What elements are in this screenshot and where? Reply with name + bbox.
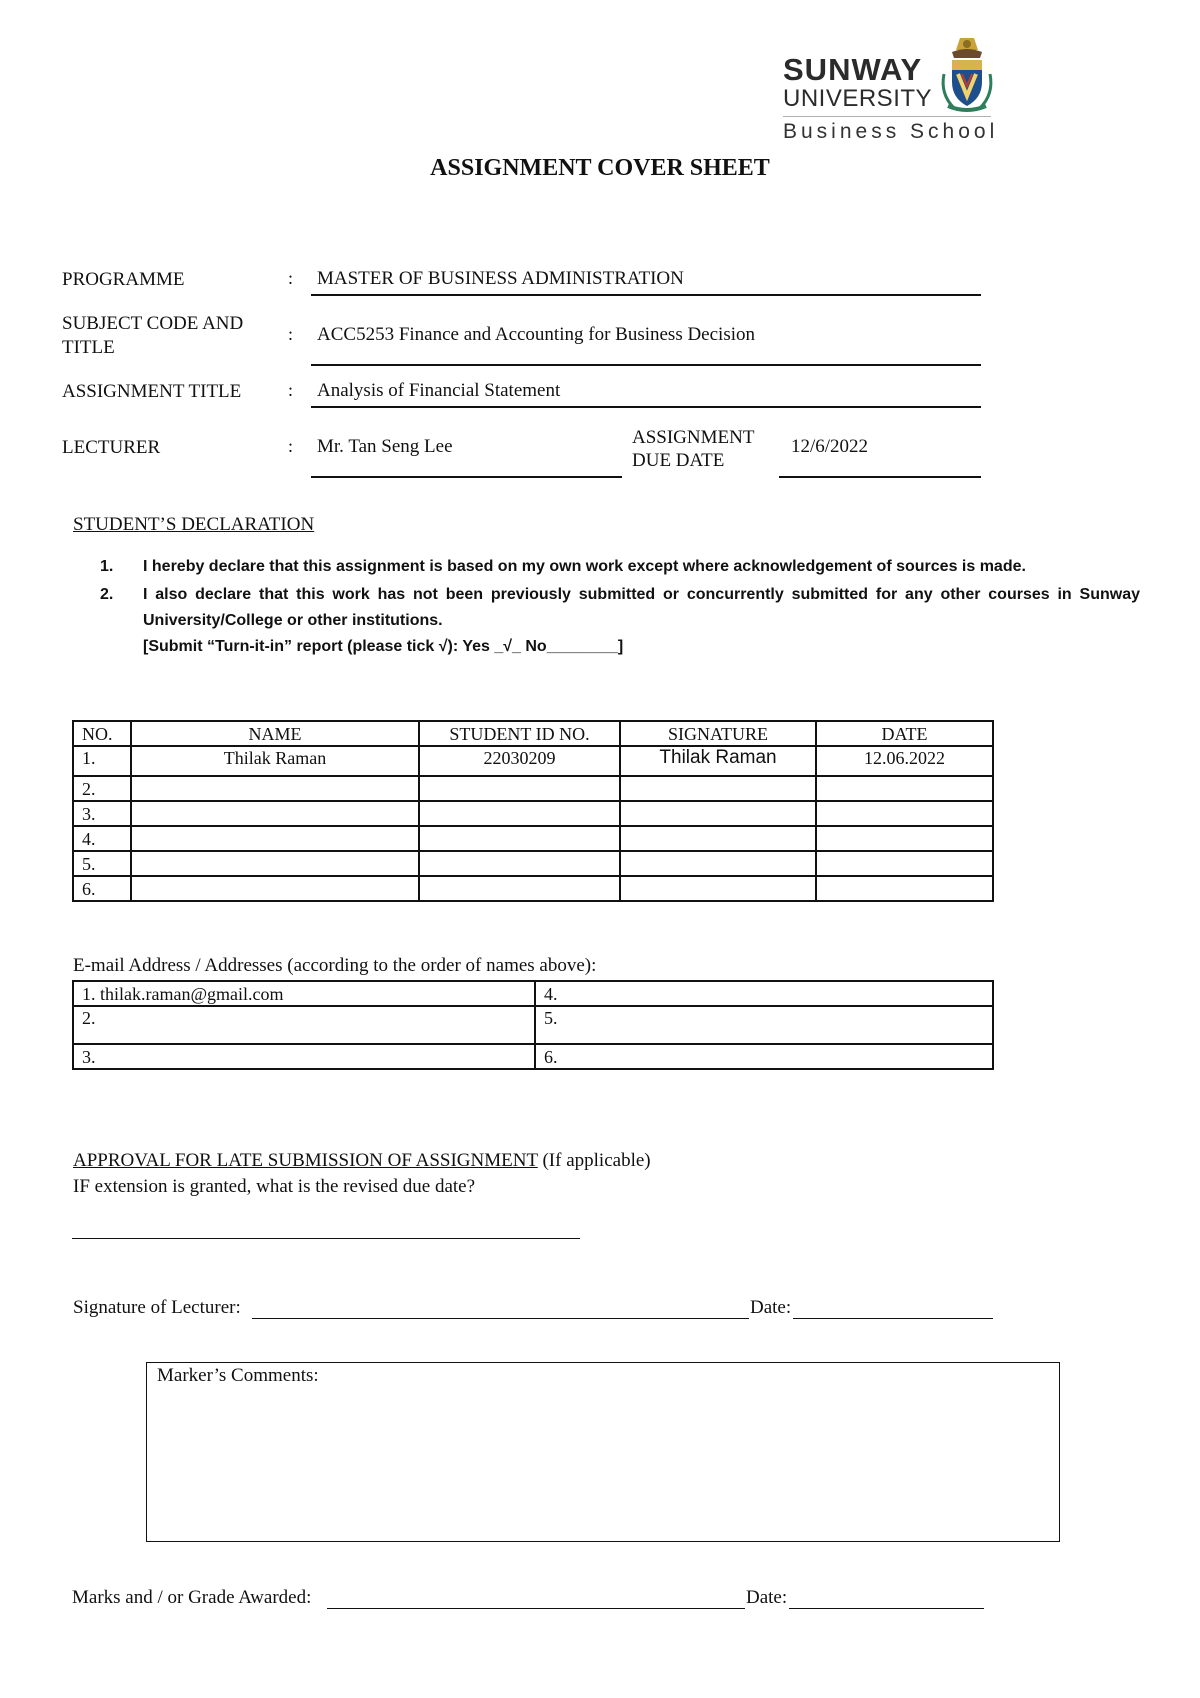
programme-underline bbox=[311, 294, 981, 296]
row-student-id bbox=[419, 801, 620, 826]
late-submission-suffix: (If applicable) bbox=[537, 1150, 651, 1171]
declaration-item-text: I also declare that this work has not been previously submitted or concurrently submitted for any other courses in Sunway University/College or other institutions. bbox=[143, 586, 1140, 629]
email-cell: 6. bbox=[535, 1044, 993, 1069]
row-date bbox=[816, 851, 993, 876]
declaration-heading: STUDENT’S DECLARATION bbox=[73, 514, 315, 535]
row-name bbox=[131, 876, 419, 901]
revised-due-date-question: IF extension is granted, what is the revised due date? bbox=[73, 1176, 476, 1197]
due-date-label-line2: DUE DATE bbox=[632, 450, 725, 471]
assignment-title-underline bbox=[311, 406, 981, 408]
programme-colon: : bbox=[288, 268, 294, 288]
row-signature bbox=[620, 776, 816, 801]
marks-label: Marks and / or Grade Awarded: bbox=[72, 1587, 312, 1608]
table-row bbox=[73, 826, 993, 851]
header-name: NAME bbox=[131, 721, 419, 746]
marks-date-line bbox=[789, 1608, 984, 1609]
row-no: 2. bbox=[73, 776, 131, 801]
assignment-title-colon: : bbox=[288, 380, 294, 400]
logo-business-school-text: Business School bbox=[783, 120, 999, 143]
row-name bbox=[131, 801, 419, 826]
logo-divider bbox=[783, 116, 991, 117]
row-name bbox=[131, 826, 419, 851]
table-row bbox=[73, 851, 993, 876]
revised-due-date-line bbox=[72, 1238, 580, 1239]
lecturer-date-label: Date: bbox=[750, 1297, 792, 1318]
email-heading: E-mail Address / Addresses (according to the order of names above): bbox=[73, 955, 597, 976]
lecturer-signature-label: Signature of Lecturer: bbox=[73, 1297, 241, 1318]
email-cell: 5. bbox=[535, 1006, 993, 1044]
row-student-id bbox=[419, 776, 620, 801]
table-row bbox=[73, 981, 993, 1006]
row-no: 4. bbox=[73, 826, 131, 851]
row-signature: Thilak Raman bbox=[620, 746, 816, 776]
due-date-value: 12/6/2022 bbox=[791, 436, 869, 457]
lecturer-colon: : bbox=[288, 436, 294, 456]
row-date bbox=[816, 876, 993, 901]
header-date: DATE bbox=[816, 721, 993, 746]
email-cell: 4. bbox=[535, 981, 993, 1006]
turnitin-text: [Submit “Turn-it-in” report (please tick √): Yes _√_ No________] bbox=[143, 638, 624, 655]
table-row bbox=[73, 746, 993, 776]
subject-underline bbox=[311, 364, 981, 366]
declaration-item-1 bbox=[100, 554, 1140, 582]
marks-date-label: Date: bbox=[746, 1587, 788, 1608]
declaration-list bbox=[100, 554, 1140, 660]
row-date bbox=[816, 826, 993, 851]
subject-label-line1: SUBJECT CODE AND bbox=[62, 313, 244, 334]
students-table bbox=[72, 720, 994, 902]
email-cell: 1. thilak.raman@gmail.com bbox=[73, 981, 535, 1006]
lecturer-date-line bbox=[793, 1318, 993, 1319]
row-student-id bbox=[419, 826, 620, 851]
header-no: NO. bbox=[73, 721, 131, 746]
lecturer-value: Mr. Tan Seng Lee bbox=[317, 436, 453, 457]
turnitin-line bbox=[100, 634, 1140, 660]
table-row bbox=[73, 876, 993, 901]
row-name bbox=[131, 776, 419, 801]
subject-value: ACC5253 Finance and Accounting for Business Decision bbox=[317, 324, 756, 345]
declaration-item-2 bbox=[100, 582, 1140, 634]
subject-label-line2: TITLE bbox=[62, 337, 115, 358]
table-row bbox=[73, 1044, 993, 1069]
programme-value: MASTER OF BUSINESS ADMINISTRATION bbox=[317, 268, 684, 289]
declaration-item-text: I hereby declare that this assignment is based on my own work except where acknowledgement of sources is made. bbox=[143, 558, 1026, 575]
email-cell: 3. bbox=[73, 1044, 535, 1069]
header-signature: SIGNATURE bbox=[620, 721, 816, 746]
lecturer-underline bbox=[311, 476, 622, 478]
marker-comments-label: Marker’s Comments: bbox=[157, 1365, 319, 1386]
row-name bbox=[131, 851, 419, 876]
row-no: 3. bbox=[73, 801, 131, 826]
row-signature bbox=[620, 826, 816, 851]
declaration-item-number: 2. bbox=[100, 586, 114, 603]
logo-university-text: UNIVERSITY bbox=[783, 85, 933, 112]
university-crest-icon bbox=[938, 34, 996, 114]
assignment-title-value: Analysis of Financial Statement bbox=[317, 380, 561, 401]
header-student-id: STUDENT ID NO. bbox=[419, 721, 620, 746]
marks-line bbox=[327, 1608, 745, 1609]
row-student-id bbox=[419, 876, 620, 901]
due-date-underline bbox=[779, 476, 981, 478]
table-row bbox=[73, 1006, 993, 1044]
row-student-id: 22030209 bbox=[419, 746, 620, 776]
table-row bbox=[73, 776, 993, 801]
logo-sunway-text: SUNWAY bbox=[783, 52, 923, 87]
row-signature bbox=[620, 851, 816, 876]
late-submission-title: APPROVAL FOR LATE SUBMISSION OF ASSIGNMENT bbox=[73, 1150, 538, 1171]
row-no: 6. bbox=[73, 876, 131, 901]
row-date bbox=[816, 776, 993, 801]
email-cell: 2. bbox=[73, 1006, 535, 1044]
programme-label: PROGRAMME bbox=[62, 269, 185, 290]
row-no: 5. bbox=[73, 851, 131, 876]
lecturer-signature-line bbox=[252, 1318, 749, 1319]
subject-colon: : bbox=[288, 324, 294, 344]
lecturer-label: LECTURER bbox=[62, 437, 161, 458]
row-signature bbox=[620, 876, 816, 901]
row-name: Thilak Raman bbox=[131, 746, 419, 776]
document-title: ASSIGNMENT COVER SHEET bbox=[430, 155, 770, 181]
row-date bbox=[816, 801, 993, 826]
table-header-row bbox=[73, 721, 993, 746]
table-row bbox=[73, 801, 993, 826]
late-submission-heading bbox=[73, 1150, 651, 1172]
assignment-title-label: ASSIGNMENT TITLE bbox=[62, 381, 242, 402]
marker-comments-box bbox=[146, 1362, 1060, 1542]
row-student-id bbox=[419, 851, 620, 876]
row-date: 12.06.2022 bbox=[816, 746, 993, 776]
declaration-item-number: 1. bbox=[100, 558, 114, 575]
email-table bbox=[72, 980, 994, 1070]
due-date-label-line1: ASSIGNMENT bbox=[632, 427, 755, 448]
row-signature bbox=[620, 801, 816, 826]
row-no: 1. bbox=[73, 746, 131, 776]
